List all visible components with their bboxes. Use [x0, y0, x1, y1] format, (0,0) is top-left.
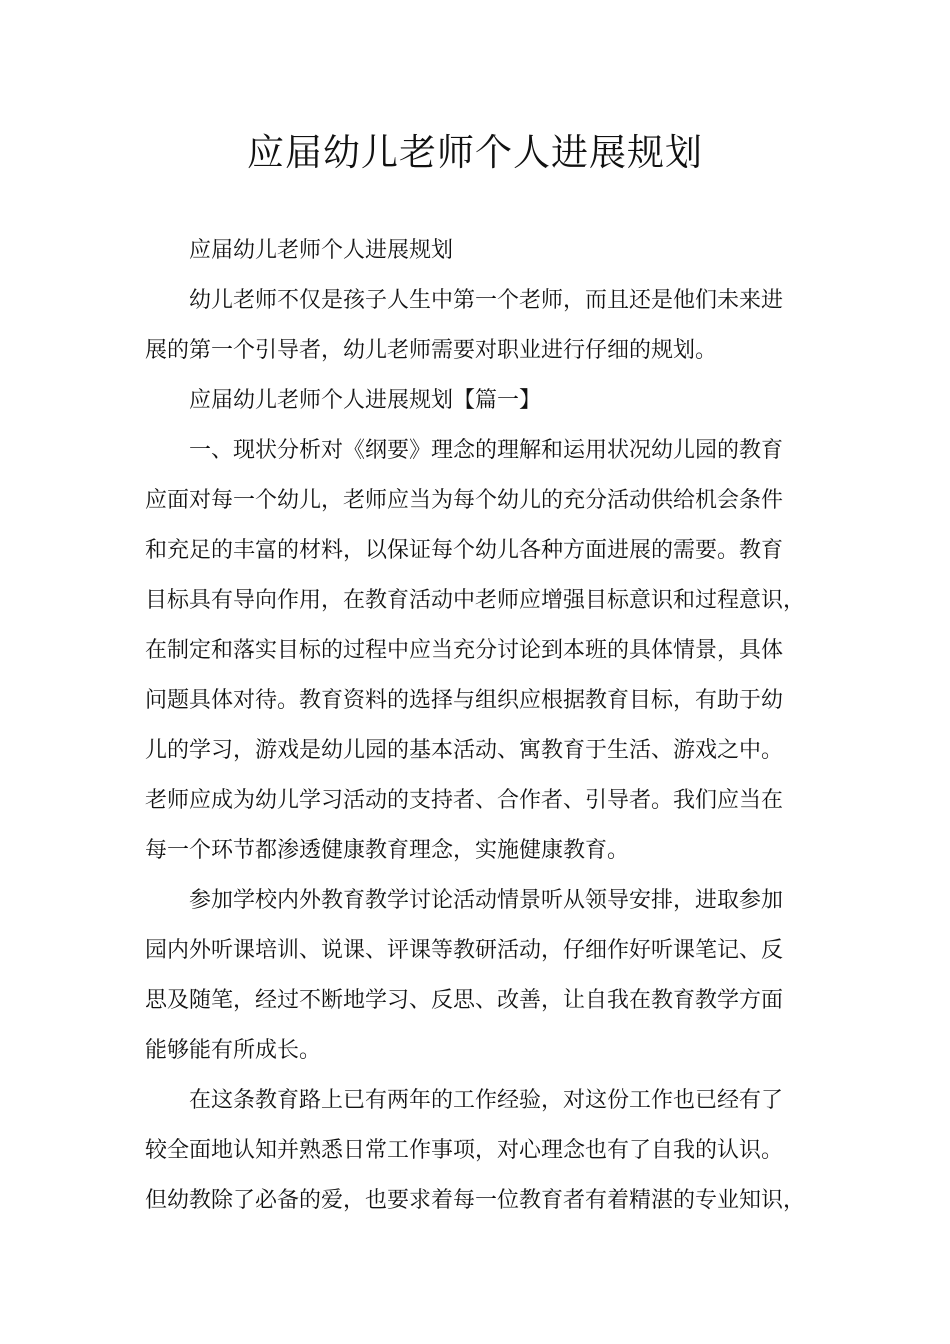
paragraph-line: 园内外听课培训、说课、评课等教研活动，仔细作好听课笔记、反 — [145, 938, 784, 963]
paragraph-line: 能够能有所成长。 — [145, 1038, 322, 1063]
paragraph-line: 和充足的丰富的材料，以保证每个幼儿各种方面进展的需要。教育 — [145, 538, 784, 563]
paragraph-line: 一、现状分析对《纲要》理念的理解和运用状况幼儿园的教育 — [189, 438, 784, 463]
paragraph-line: 在这条教育路上已有两年的工作经验，对这份工作也已经有了 — [189, 1088, 784, 1113]
paragraph-line: 展的第一个引导者，幼儿老师需要对职业进行仔细的规划。 — [145, 338, 718, 363]
paragraph-line: 每一个环节都渗透健康教育理念，实施健康教育。 — [145, 838, 630, 863]
paragraph-line: 老师应成为幼儿学习活动的支持者、合作者、引导者。我们应当在 — [145, 788, 784, 813]
document-title: 应届幼儿老师个人进展规划 — [247, 131, 703, 174]
paragraph-line: 参加学校内外教育教学讨论活动情景听从领导安排，进取参加 — [189, 888, 784, 913]
paragraph-line: 但幼教除了必备的爱，也要求着每一位教育者有着精湛的专业知识， — [145, 1188, 806, 1213]
paragraph-line: 目标具有导向作用，在教育活动中老师应增强目标意识和过程意识， — [145, 588, 806, 613]
subtitle-line: 应届幼儿老师个人进展规划 — [189, 238, 454, 263]
document-body — [145, 226, 825, 1226]
paragraph-line: 在制定和落实目标的过程中应当充分讨论到本班的具体情景，具体 — [145, 638, 784, 663]
paragraph-line: 思及随笔，经过不断地学习、反思、改善，让自我在教育教学方面 — [145, 988, 784, 1013]
paragraph-line: 较全面地认知并熟悉日常工作事项，对心理念也有了自我的认识。 — [145, 1138, 784, 1163]
section-heading: 应届幼儿老师个人进展规划【篇一】 — [189, 388, 542, 413]
paragraph-line: 问题具体对待。教育资料的选择与组织应根据教育目标，有助于幼 — [145, 688, 784, 713]
paragraph-line: 应面对每一个幼儿，老师应当为每个幼儿的充分活动供给机会条件 — [145, 488, 784, 513]
paragraph-line: 幼儿老师不仅是孩子人生中第一个老师，而且还是他们未来进 — [189, 288, 784, 313]
paragraph-line: 儿的学习，游戏是幼儿园的基本活动、寓教育于生活、游戏之中。 — [145, 738, 784, 763]
